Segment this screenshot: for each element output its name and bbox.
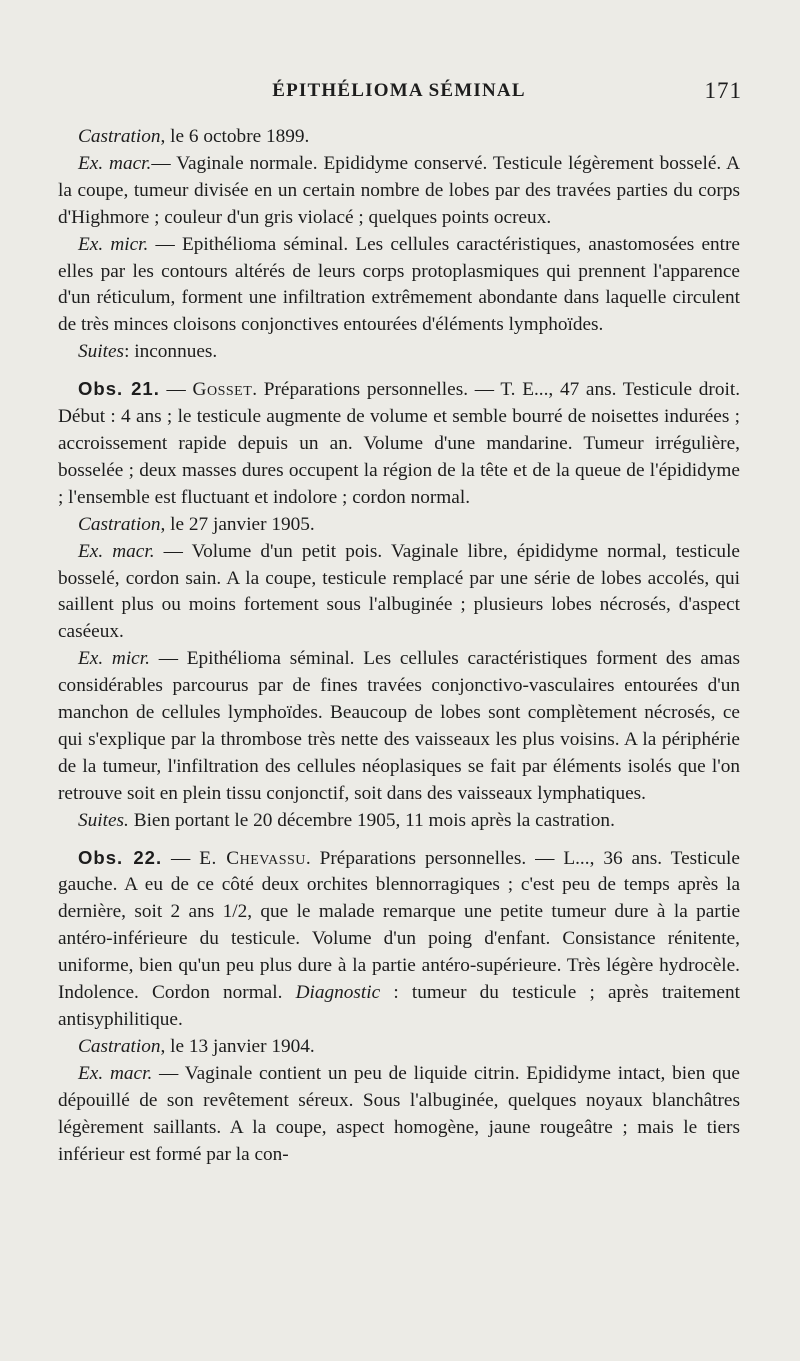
observation-21 (58, 376, 740, 512)
paragraph-castration-1905 (58, 512, 740, 539)
diagnostic-label: Diagnostic (295, 982, 381, 1004)
page-number: 171 (704, 78, 742, 103)
ex-macr-label: Ex. macr. (78, 152, 152, 174)
ex-macr-label: Ex. macr. (78, 540, 155, 562)
suites-label: Suites (78, 341, 125, 363)
paragraph-text: — Epithélioma séminal. Les cellules caractéristiques forment des amas considérables parcourus par de fines travées conjonctivo-vasculaires entourées d'un manchon de cellules lymphoïdes. Beaucoup de lobes sont complètement nécrosés, ce qui s'explique par la thrombose très nette des vaisseaux les plus voisins. A la périphérie de la tumeur, l'infiltration des cellules néoplasiques se fait par éléments isolés que l'on retrouve soit en plein tissu conjonctif, soit dans des vaisseaux lymphatiques. (58, 648, 740, 804)
paragraph-text: — Vaginale contient un peu de liquide citrin. Epididyme intact, bien que dépouillé de son revêtement séreux. Sous l'albuginée, quelques noyaux blanchâtres légèrement saillants. A la coupe, aspect homogène, jaune rougeâtre ; mais le tiers inférieur est formé par la con- (58, 1062, 740, 1165)
author-name: E. Chevassu (199, 847, 306, 869)
paragraph-text: : inconnues. (124, 341, 218, 363)
castration-label: Castration (78, 126, 161, 147)
ex-micr-label: Ex. micr. (78, 648, 150, 670)
paragraph-text: — Volume d'un petit pois. Vaginale libre, épididyme normal, testicule bosselé, cordon sain. A la coupe, testicule remplacé par une série de lobes accolés, qui saillent plus ou moins fortement sous l'albuginée ; plusieurs lobes nécrosés, d'aspect caséeux. (58, 540, 740, 643)
paragraph-text: — Epithélioma séminal. Les cellules caractéristiques, anastomosées entre elles par les contours altérés de leurs corps protoplasmiques qui prennent l'apparence d'un réticulum, forment une infiltration extrêmement abondante dans laquelle circulent de très minces cloisons conjonctives entourées d'éléments lymphoïdes. (58, 233, 740, 336)
observation-label: Obs. 21. (78, 378, 160, 400)
dash: — (159, 379, 193, 401)
paragraph-ex-macr-3 (58, 1061, 740, 1169)
paragraph-text: . Préparations personnelles. — T. E..., 47 ans. Testicule droit. Début : 4 ans ; le testicule augmente de volume et semble bourré de noisettes indurées ; accroissement rapide depuis un an. Volume d'une mandarine. Tumeur irrégulière, bosselée ; deux masses dures occupent la région de la tête et de la queue de l'épididyme ; l'ensemble est fluctuant et indolore ; cordon normal. (58, 379, 741, 508)
paragraph-ex-macr-1 (58, 151, 740, 232)
paragraph-ex-micr-1 (58, 232, 740, 340)
paragraph-ex-micr-2 (58, 646, 740, 807)
paragraph-text: , le 27 janvier 1905. (160, 513, 315, 535)
paragraph-text: . Préparations personnelles. — L..., 36 ans. Testicule gauche. A eu de ce côté deux orchites blennorragiques ; c'est peu de temps après la dernière, soit 2 ans 1/2, que le malade remarque une petite tumeur dure à la partie antéro-inférieure du testicule. Volume d'un poing d'enfant. Consistance rénitente, uniforme, bien qu'un peu plus dure à la partie antéro-supérieure. Très légère hydrocèle. Indolence. Cordon normal. (58, 847, 740, 1004)
paragraph-suites-1 (58, 339, 740, 366)
paragraph-text: , le 6 octobre 1899. (160, 126, 310, 147)
page-body (58, 124, 740, 1168)
ex-macr-label: Ex. macr. (78, 1062, 153, 1084)
author-name: Gosset (192, 379, 253, 401)
paragraph-text: Bien portant le 20 décembre 1905, 11 mois après la castration. (128, 809, 615, 831)
castration-label: Castration (78, 1035, 161, 1057)
castration-label: Castration (78, 513, 161, 535)
paragraph-suites-2 (58, 808, 740, 835)
paragraph-castration-1904 (58, 1034, 740, 1061)
dash: — (162, 847, 200, 869)
paragraph-text: , le 13 janvier 1904. (160, 1035, 315, 1057)
ex-micr-label: Ex. micr. (78, 233, 149, 255)
paragraph-text: : tumeur du testicule ; après traitement antisyphilitique. (58, 982, 740, 1030)
paragraph-ex-macr-2 (58, 539, 740, 647)
observation-label: Obs. 22. (78, 846, 163, 868)
paragraph-castration-1899 (58, 124, 740, 151)
running-head (58, 80, 740, 110)
observation-22 (58, 845, 740, 1034)
running-head-title: ÉPITHÉLIOMA SÉMINAL (272, 80, 526, 101)
paragraph-text: — Vaginale normale. Epididyme conservé. Testicule légèrement bosselé. A la coupe, tumeur divisée en un certain nombre de lobes par des travées parties du corps d'Highmore ; couleur d'un gris violacé ; quelques points ocreux. (58, 152, 740, 228)
suites-label: Suites. (78, 809, 129, 831)
